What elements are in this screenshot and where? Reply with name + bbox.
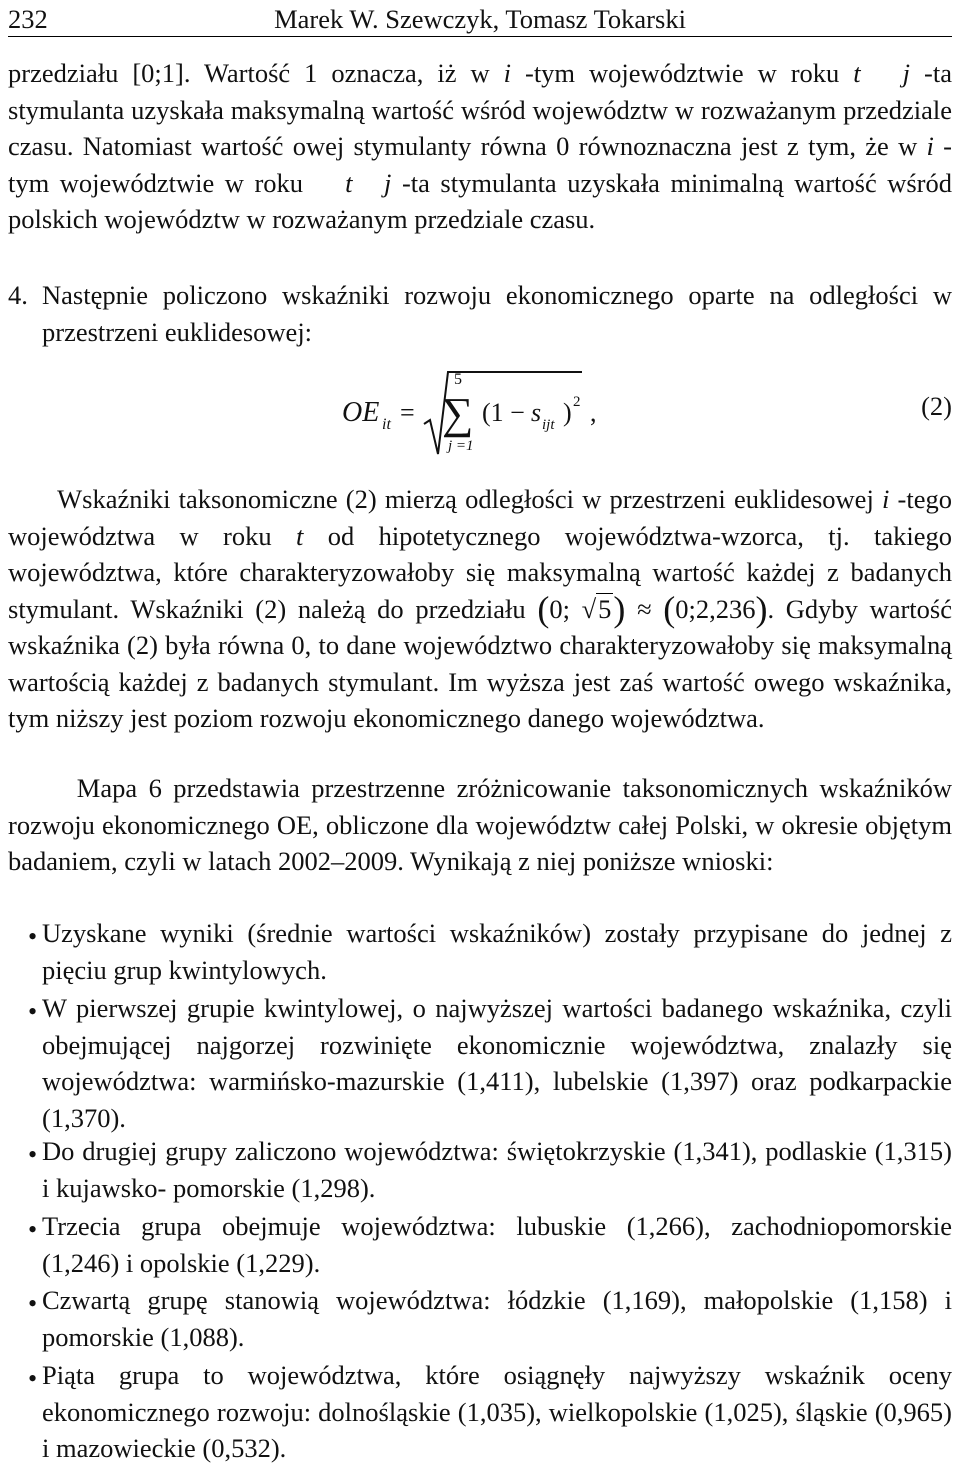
list-item: • Czwartą grupę stanowią województwa: łódzkie (1,169), małopolskie (1,158) i pomorskie (1,088). bbox=[28, 1285, 952, 1352]
bullet-icon: • bbox=[28, 1140, 38, 1169]
formula-lhs-sub: it bbox=[382, 416, 391, 433]
bullet-icon: • bbox=[28, 1215, 38, 1244]
sqrt-5: 5 bbox=[598, 593, 612, 624]
var-s-sub: ijt bbox=[542, 417, 555, 433]
var-j: j bbox=[902, 58, 911, 88]
var-t: t bbox=[853, 58, 861, 88]
power: 2 bbox=[573, 394, 581, 410]
sum-symbol: ∑ bbox=[442, 389, 474, 438]
var-t: t bbox=[295, 520, 304, 551]
formula-comma: , bbox=[590, 398, 597, 427]
list-item: • Do drugiej grupy zaliczono województwa: świętokrzyskie (1,341), podlaskie (1,315) i kujawsko- pomorskie (1,298). bbox=[28, 1136, 952, 1203]
term-close: ) bbox=[563, 398, 572, 427]
list-item: • W pierwszej grupie kwintylowej, o najwyższej wartości badanego wskaźnika, czyli obejmującej najgorzej rozwinięte ekonomicznie województwa, znalazły się województwa: warmińsko-mazurskie (1,411), lubelskie (1,397) oraz podkarpackie (1,370). bbox=[28, 993, 952, 1133]
var-i: i bbox=[882, 484, 890, 514]
paragraph-1: przedziału [0;1]. Wartość 1 oznacza, iż w i -tym województwie w roku t j -ta stymulanta uzyskała maksymalną wartość wśród województw w rozważanym przedziale czasu. Natomiast wartość owej stymulanty równa 0 równoznaczna jest z tym, że w i -tym województwie w roku t j -ta stymulanta uzyskała minimalną wartość wśród polskich województw w rozważanym przedziale czasu. bbox=[8, 58, 952, 234]
formula-graphic bbox=[320, 358, 620, 468]
bullet-icon: • bbox=[28, 1364, 38, 1393]
list-item: • Uzyskane wyniki (średnie wartości wskaźników) zostały przypisane do jednej z pięciu grup kwintylowych. bbox=[28, 918, 952, 985]
list-item: • Piąta grupa to województwa, które osiągnęły najwyższy wskaźnik oceny ekonomicznego rozwoju: dolnośląskie (1,035), wielkopolskie (1,025), śląskie (0,965) i mazowieckie (0,532). bbox=[28, 1360, 952, 1463]
var-i: i bbox=[926, 131, 934, 161]
list-item: • Trzecia grupa obejmuje województwa: lubuskie (1,266), zachodniopomorskie (1,246) i opolskie (1,229). bbox=[28, 1211, 952, 1278]
equation-number: (2) bbox=[921, 391, 952, 421]
page-number: 232 bbox=[8, 4, 48, 34]
var-j: j bbox=[384, 167, 392, 198]
list-number: 4. bbox=[8, 280, 28, 310]
var-t: t bbox=[345, 167, 353, 198]
bullet-icon: • bbox=[28, 922, 38, 951]
sum-upper: 5 bbox=[454, 371, 462, 388]
formula-lhs: OE bbox=[342, 397, 380, 428]
var-i: i bbox=[503, 58, 511, 88]
running-header-authors: Marek W. Szewczyk, Tomasz Tokarski bbox=[274, 4, 686, 34]
approx-symbol: ≈ bbox=[637, 593, 652, 624]
paragraph-2-text: Następnie policzono wskaźniki rozwoju ekonomicznego oparte na odległości w przestrzeni euklidesowej: bbox=[42, 280, 952, 347]
equation-2 bbox=[0, 358, 960, 468]
paragraph-3: Wskaźniki taksonomiczne (2) mierzą odległości w przestrzeni euklidesowej i -tego województwa w roku t od hipotetycznego województwa-wzorca, tj. takiego województwa, które charakteryzowałoby się maksymalną wartość każdej z badanych stymulant. Wskaźniki (2) należą do przedziału (0; √5) ≈ (0;2,236). Gdyby wartość wskaźnika (2) była równa 0, to dane województwo charakteryzowałoby się maksymalną wartością każdej z badanych stymulant. Im wyższa jest zaś wartość owego wskaźnika, tym niższy jest poziom rozwoju ekonomicznego danego województwa. bbox=[8, 484, 953, 733]
var-s: s bbox=[531, 398, 542, 427]
formula-equals: = bbox=[400, 398, 415, 427]
term-open: (1 − bbox=[482, 398, 525, 427]
paragraph-4: Mapa 6 przedstawia przestrzenne zróżnicowanie taksonomicznych wskaźników rozwoju ekonomicznego OE, obliczone dla województw całej Polski, w okresie objętym badaniem, czyli w latach 2002–2009. Wynikają z niej poniższe wnioski: bbox=[8, 773, 952, 876]
sum-lower: j =1 bbox=[448, 438, 474, 454]
bullet-icon: • bbox=[28, 997, 38, 1026]
running-header bbox=[8, 0, 952, 37]
bullet-icon: • bbox=[28, 1289, 38, 1318]
